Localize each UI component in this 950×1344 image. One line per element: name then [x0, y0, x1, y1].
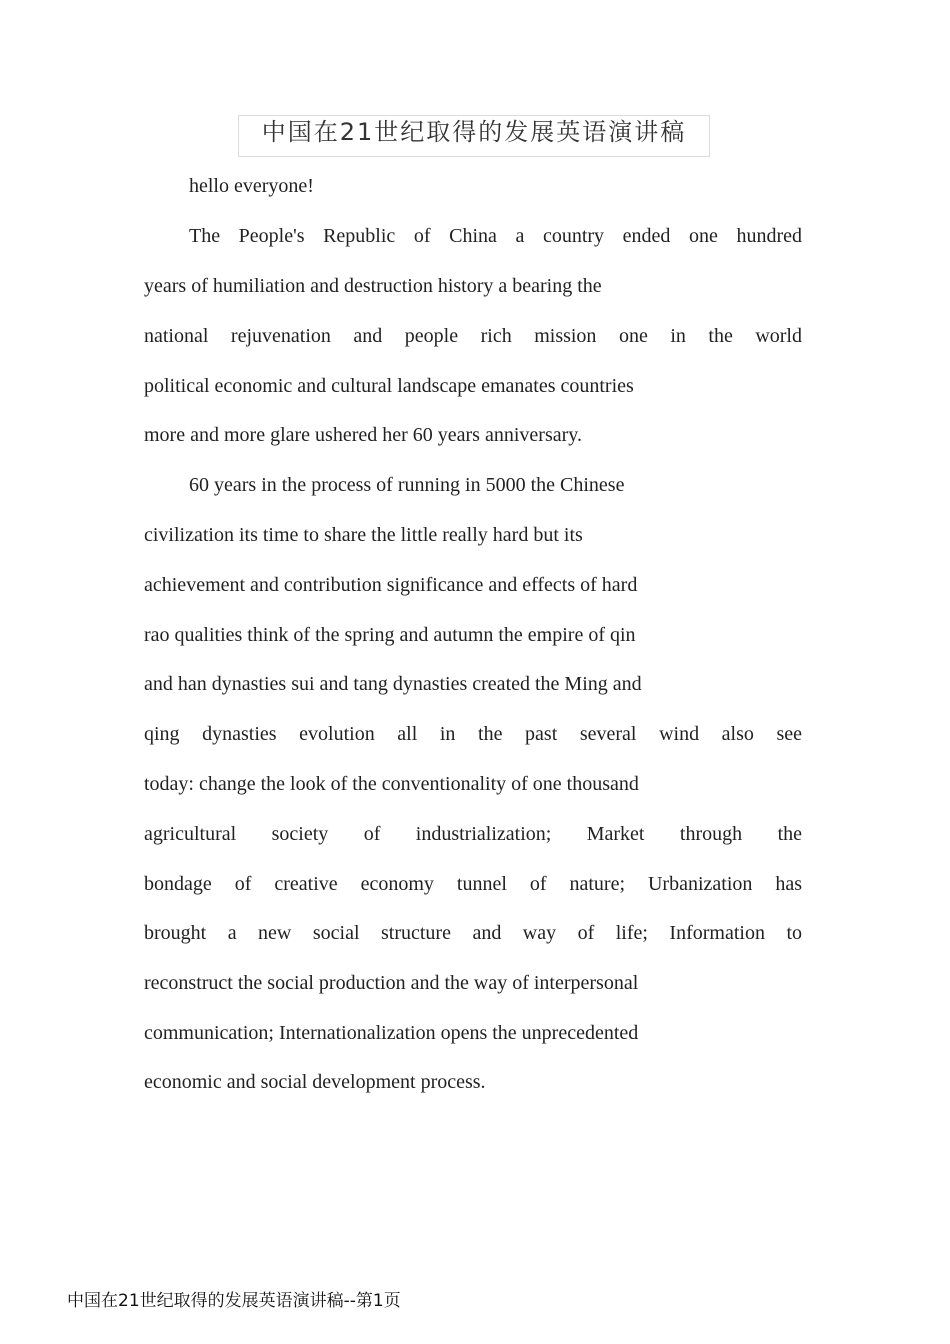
document-title: 中国在21世纪取得的发展英语演讲稿 — [238, 115, 710, 157]
text-line: and han dynasties sui and tang dynasties created the Ming and — [144, 673, 642, 695]
text-line: national rejuvenation and people rich mission one in the world — [144, 325, 802, 347]
text-line: political economic and cultural landscape emanates countries — [144, 375, 634, 397]
text-line: communication; Internationalization opens the unprecedented — [144, 1022, 639, 1044]
page-footer: 中国在21世纪取得的发展英语演讲稿--第1页 — [67, 1291, 401, 1311]
text-line: brought a new social structure and way of life; Information to — [144, 922, 802, 944]
text-line: 60 years in the process of running in 5000 the Chinese — [189, 474, 625, 496]
text-line: economic and social development process. — [144, 1071, 486, 1093]
text-line: reconstruct the social production and the way of interpersonal — [144, 972, 639, 994]
text-line: agricultural society of industrialization; Market through the — [144, 823, 802, 845]
text-line: qing dynasties evolution all in the past several wind also see — [144, 723, 802, 745]
text-line: years of humiliation and destruction history a bearing the — [144, 275, 602, 297]
text-line: achievement and contribution significance and effects of hard — [144, 574, 638, 596]
text-line: hello everyone! — [189, 175, 314, 197]
text-line: more and more glare ushered her 60 years anniversary. — [144, 424, 582, 446]
text-line: bondage of creative economy tunnel of nature; Urbanization has — [144, 873, 802, 895]
text-line: today: change the look of the conventionality of one thousand — [144, 773, 639, 795]
text-line: civilization its time to share the little really hard but its — [144, 524, 583, 546]
text-line: rao qualities think of the spring and autumn the empire of qin — [144, 624, 636, 646]
text-line: The People's Republic of China a country ended one hundred — [189, 225, 802, 247]
